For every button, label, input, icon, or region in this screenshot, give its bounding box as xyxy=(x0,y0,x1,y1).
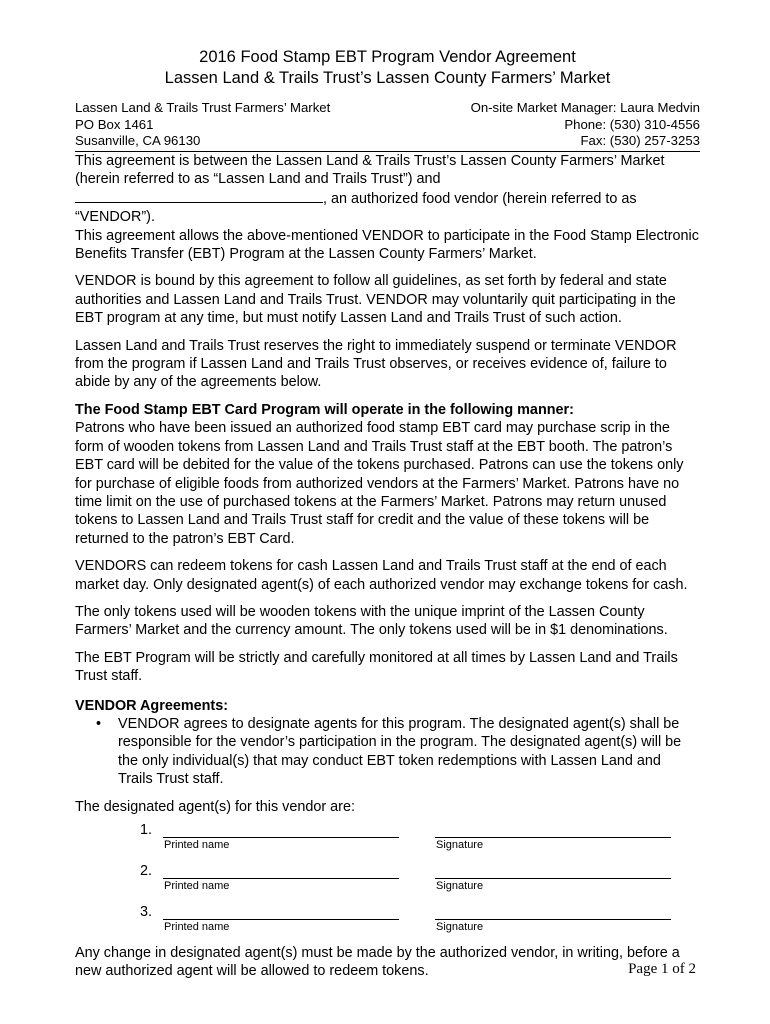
section-heading-operation: The Food Stamp EBT Card Program will operate in the following manner: xyxy=(75,401,574,418)
fax-number: Fax: (530) 257-3253 xyxy=(580,133,700,148)
paragraph-operation: Patrons who have been issued an authorized food stamp EBT card may purchase scrip in the form of wooden tokens from Lassen Land and Trails Trust staff at the EBT booth. The patron’s EBT card will be debited for the value of the tokens purchased. Patrons can use the tokens only for purchase of eligible foods from authorized vendors at the Farmers’ Market. Patrons have no time limit on the use of purchased tokens at the Farmers’ Market. Patrons may return unused tokens to Lassen Land and Trails Trust staff for credit and the value of these tokens will be returned to the patron’s EBT Card. xyxy=(75,420,684,547)
paragraph-bound: VENDOR is bound by this agreement to follow all guidelines, as set forth by federal and state authorities and Lassen Land and Trails Trust. VENDOR may voluntarily quit participating in the EBT program at any time, but must notify Lassen Land and Trails Trust of such action. xyxy=(75,273,676,327)
agent-number: 1. xyxy=(140,822,153,838)
agent-entry-1 xyxy=(75,821,700,862)
po-box: PO Box 1461 xyxy=(75,116,154,132)
agent-entry-3 xyxy=(75,903,700,944)
org-name: Lassen Land & Trails Trust Farmers’ Market xyxy=(75,100,331,115)
agreement-list-item xyxy=(75,715,700,789)
paragraph-monitor: The EBT Program will be strictly and carefully monitored at all times by Lassen Land and Trails Trust staff. xyxy=(75,649,678,685)
paragraph-reserves: Lassen Land and Trails Trust reserves the right to immediately suspend or terminate VENDOR from the program if Lassen Land and Trails Trust observes, or receives evidence of, failure to abide by any of the agreements below. xyxy=(75,337,677,391)
signature-caption: Signature xyxy=(436,880,484,892)
paragraph-tokens: The only tokens used will be wooden tokens with the unique imprint of the Lassen County Farmers’ Market and the currency amount. The only tokens used will be in $1 denominations. xyxy=(75,603,668,639)
paragraph-redeem: VENDORS can redeem tokens for cash Lassen Land and Trails Trust staff at the end of each market day. Only designated agent(s) of each authorized vendor may exchange tokens for cash. xyxy=(75,558,688,593)
agent-number: 3. xyxy=(140,904,153,920)
vendor-name-blank[interactable] xyxy=(75,189,323,203)
signature-field[interactable] xyxy=(435,837,671,838)
signature-caption: Signature xyxy=(436,839,484,851)
letterhead xyxy=(75,100,700,150)
intro-line: “VENDOR”). xyxy=(75,209,155,226)
printed-name-caption: Printed name xyxy=(164,839,230,851)
signature-caption: Signature xyxy=(436,921,484,933)
document-subtitle: Lassen Land & Trails Trust’s Lassen County Farmers’ Market xyxy=(164,69,611,87)
intro-paragraph: This agreement allows the above-mentioned VENDOR to participate in the Food Stamp Electronic Benefits Transfer (EBT) Program at the Lassen County Farmers’ Market. xyxy=(75,227,699,263)
intro-line: This agreement is between the Lassen Land & Trails Trust’s Lassen County Farmers’ Market xyxy=(75,153,665,169)
agent-number: 2. xyxy=(140,863,153,879)
document-title: 2016 Food Stamp EBT Program Vendor Agreement xyxy=(199,48,576,66)
bullet-icon: • xyxy=(96,715,102,732)
signature-field[interactable] xyxy=(435,919,671,920)
paragraph-change-note: Any change in designated agent(s) must be made by the authorized vendor, in writing, before a new authorized agent will be allowed to redeem tokens. xyxy=(75,945,680,980)
agents-intro: The designated agent(s) for this vendor are: xyxy=(75,798,355,815)
printed-name-field[interactable] xyxy=(163,878,399,879)
page-number: Page 1 of 2 xyxy=(628,961,696,977)
agent-entry-2 xyxy=(75,862,700,903)
manager-name: On-site Market Manager: Laura Medvin xyxy=(470,100,700,115)
agreement-body xyxy=(75,152,700,981)
section-heading-agreements: VENDOR Agreements: xyxy=(75,697,228,714)
phone-number: Phone: (530) 310-4556 xyxy=(564,116,700,132)
intro-line: (herein referred to as “Lassen Land and Trails Trust”) and xyxy=(75,171,441,188)
signature-field[interactable] xyxy=(435,878,671,879)
agreement-text: VENDOR agrees to designate agents for this program. The designated agent(s) shall be responsible for the vendor’s participation in the program. The designated agent(s) will be the only individual(s) that may conduct EBT token redemptions with Lassen Land and Trails Trust staff. xyxy=(118,715,682,788)
intro-vendor-line: , an authorized food vendor (herein referred to as xyxy=(75,189,700,208)
printed-name-field[interactable] xyxy=(163,919,399,920)
printed-name-caption: Printed name xyxy=(164,921,230,933)
city-state-zip: Susanville, CA 96130 xyxy=(75,133,201,148)
printed-name-field[interactable] xyxy=(163,837,399,838)
printed-name-caption: Printed name xyxy=(164,880,230,892)
